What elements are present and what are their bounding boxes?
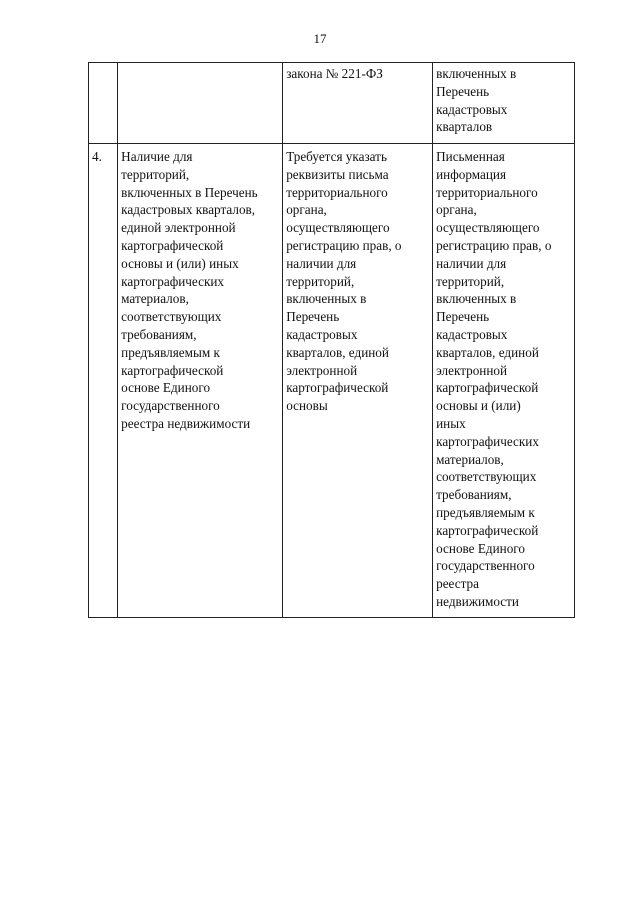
requirement-cell: Требуется указать реквизиты письма территориального органа, осуществляющего регистрацию прав, о наличии для территорий, включенных в Перечень кадастровых кварталов, единой электронной картографической основы xyxy=(283,144,433,618)
table-row xyxy=(89,144,575,618)
row-number-cell xyxy=(89,63,118,144)
document-cell: включенных в Перечень кадастровых кварталов xyxy=(433,63,575,144)
row-number-cell: 4. xyxy=(89,144,118,618)
criterion-name-cell xyxy=(118,63,283,144)
requirements-table xyxy=(88,62,575,618)
document-cell: Письменная информация территориального органа, осуществляющего регистрацию прав, о наличии для территорий, включенных в Перечень кадастровых кварталов, единой электронной картографической основы и (или) иных картографических материалов, соответствующих требованиям, предъявляемым к картографической основе Единого государственного реестра недвижимости xyxy=(433,144,575,618)
criterion-name-cell: Наличие для территорий, включенных в Перечень кадастровых кварталов, единой электронной картографической основы и (или) иных картографических материалов, соответствующих требованиям, предъявляемым к картографической основе Единого государственного реестра недвижимости xyxy=(118,144,283,618)
requirement-cell: закона № 221-ФЗ xyxy=(283,63,433,144)
table-row xyxy=(89,63,575,144)
page-number: 17 xyxy=(313,31,327,46)
